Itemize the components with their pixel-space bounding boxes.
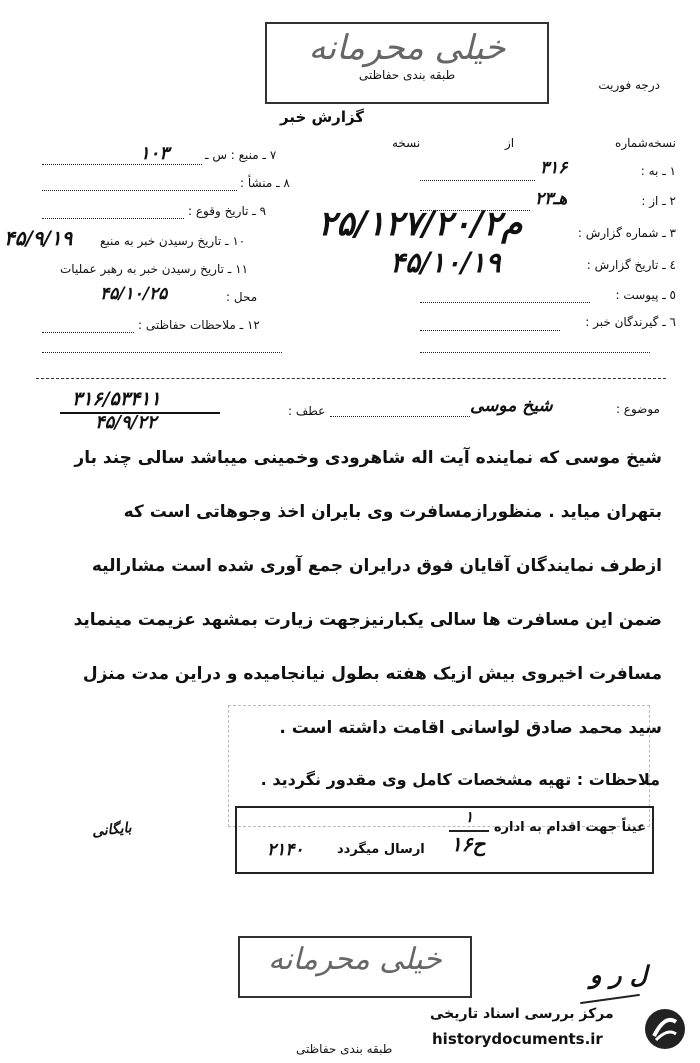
classification-label-bottom: طبقه بندی حفاظتی: [296, 1042, 393, 1056]
recipients-dotted-line-2: [420, 352, 650, 353]
report-number-label: ۳ ـ شماره گزارش :: [577, 226, 676, 240]
receipt-by-source-value: ۴۵/۹/۱۹: [4, 226, 73, 250]
ref-date: ۴۵/۹/۲۲: [95, 412, 157, 433]
sent-text: ارسال میگردد: [337, 842, 425, 857]
classification-stamp-bottom: [238, 936, 472, 998]
fraction-bottom: ۱۶ح: [451, 832, 486, 856]
report-title: گزارش خبر: [280, 108, 365, 126]
occurrence-date-dotted-line: [42, 218, 184, 219]
attachment-dotted-line: [420, 302, 590, 303]
classification-label: طبقه بندی حفاظتی: [358, 68, 456, 82]
place-value: ۴۵/۱۰/۲۵: [100, 284, 168, 304]
section-divider: [36, 378, 666, 379]
body-line: سید محمد صادق لواسانی اقامت داشته است .: [279, 718, 662, 738]
to-value: ۳۱۶: [540, 158, 568, 178]
to-dotted-line: [420, 180, 535, 181]
classification-stamp-top: [265, 22, 549, 104]
report-date-label: ٤ ـ تاریخ گزارش :: [586, 258, 676, 272]
stamp-text: خیلی محرمانه: [308, 28, 506, 68]
recipients-dotted-line-1: [420, 330, 560, 331]
body-line: بتهران میاید . منظورازمسافرت وی بایران اخذ وجوهاتی است که: [123, 502, 662, 522]
place-label: محل :: [226, 290, 258, 304]
ref-number: ۳۱۶/۵۳۴۱۱: [72, 388, 161, 410]
remarks-dotted-line-2: [42, 352, 282, 353]
report-number-value: ۲۵/۱۲۷/۲۰/۲م: [318, 204, 523, 244]
from-value: ۲هـ۳: [535, 189, 568, 209]
recipients-label: ٦ ـ گیرندگان خبر :: [585, 315, 676, 329]
subject-value: شیخ موسی: [470, 396, 553, 416]
forwarding-text: عیناً جهت اقدام به اداره: [493, 820, 646, 835]
source-value: ۱۰۳: [140, 143, 170, 164]
body-line: ضمن این مسافرت ها سالی یکبارنیزجهت زیارت بمشهد عزیمت مینماید: [73, 610, 662, 630]
from-label: ۲ ـ از :: [641, 194, 676, 208]
handwritten-bottom-note: ل ر و: [590, 960, 648, 989]
body-line: شیخ موسی که نماینده آیت اله شاهرودی وخمینی میباشد سالی چند بار: [74, 448, 662, 468]
margin-note: بایگانی: [91, 819, 133, 841]
fraction-top: ۱: [465, 808, 474, 826]
forwarding-handwritten: ۲۱۴۰: [267, 840, 304, 860]
to-label: ۱ ـ به :: [640, 164, 676, 178]
watermark: [420, 1000, 695, 1060]
body-line: ازطرف نمایندگان آقایان فوق درایران جمع آوری شده است مشارالیه: [91, 556, 662, 576]
watermark-title: مرکز بررسی اسناد تاریخی: [430, 1006, 614, 1022]
priority-label: درجه فوریت: [598, 78, 660, 92]
remarks-line: ملاحظات : تهیه مشخصات کامل وی مقدور نگردید .: [260, 770, 660, 789]
attachment-label: ٥ ـ پیوست :: [615, 288, 676, 302]
origin-label: ۸ ـ منشأ :: [240, 176, 290, 190]
ref-label: عطف :: [288, 404, 326, 418]
receipt-by-source-label: ۱۰ ـ تاریخ رسیدن خبر به منبع: [100, 234, 246, 248]
occurrence-date-label: ۹ ـ تاریخ وقوع :: [188, 204, 267, 218]
body-line: مسافرت اخیروی بیش ازیک هفته بطول نیانجامیده و دراین مدت منزل: [82, 664, 662, 684]
remarks-label: ۱۲ ـ ملاحظات حفاظتی :: [138, 318, 260, 332]
receipt-ops-label: ۱۱ ـ تاریخ رسیدن خبر به رهبر عملیات: [60, 262, 249, 276]
watermark-url: historydocuments.ir: [432, 1030, 603, 1048]
forwarding-box: [235, 806, 654, 874]
copies-label: نسخه: [392, 136, 421, 150]
subject-label: موضوع :: [615, 402, 660, 416]
source-dotted-line: [42, 164, 202, 165]
stamp-text: خیلی محرمانه: [268, 942, 442, 977]
origin-dotted-line: [42, 190, 237, 191]
remarks-dotted-line-1: [42, 332, 134, 333]
watermark-logo-icon: [642, 1006, 688, 1052]
copy-number-label: نسخه‌شماره: [615, 136, 676, 150]
source-label: ۷ ـ منبع : س ـ: [205, 148, 277, 162]
of-label: از: [505, 136, 515, 150]
subject-dotted-line: [330, 416, 470, 417]
report-date-value: ۴۵/۱۰/۱۹: [390, 246, 501, 279]
